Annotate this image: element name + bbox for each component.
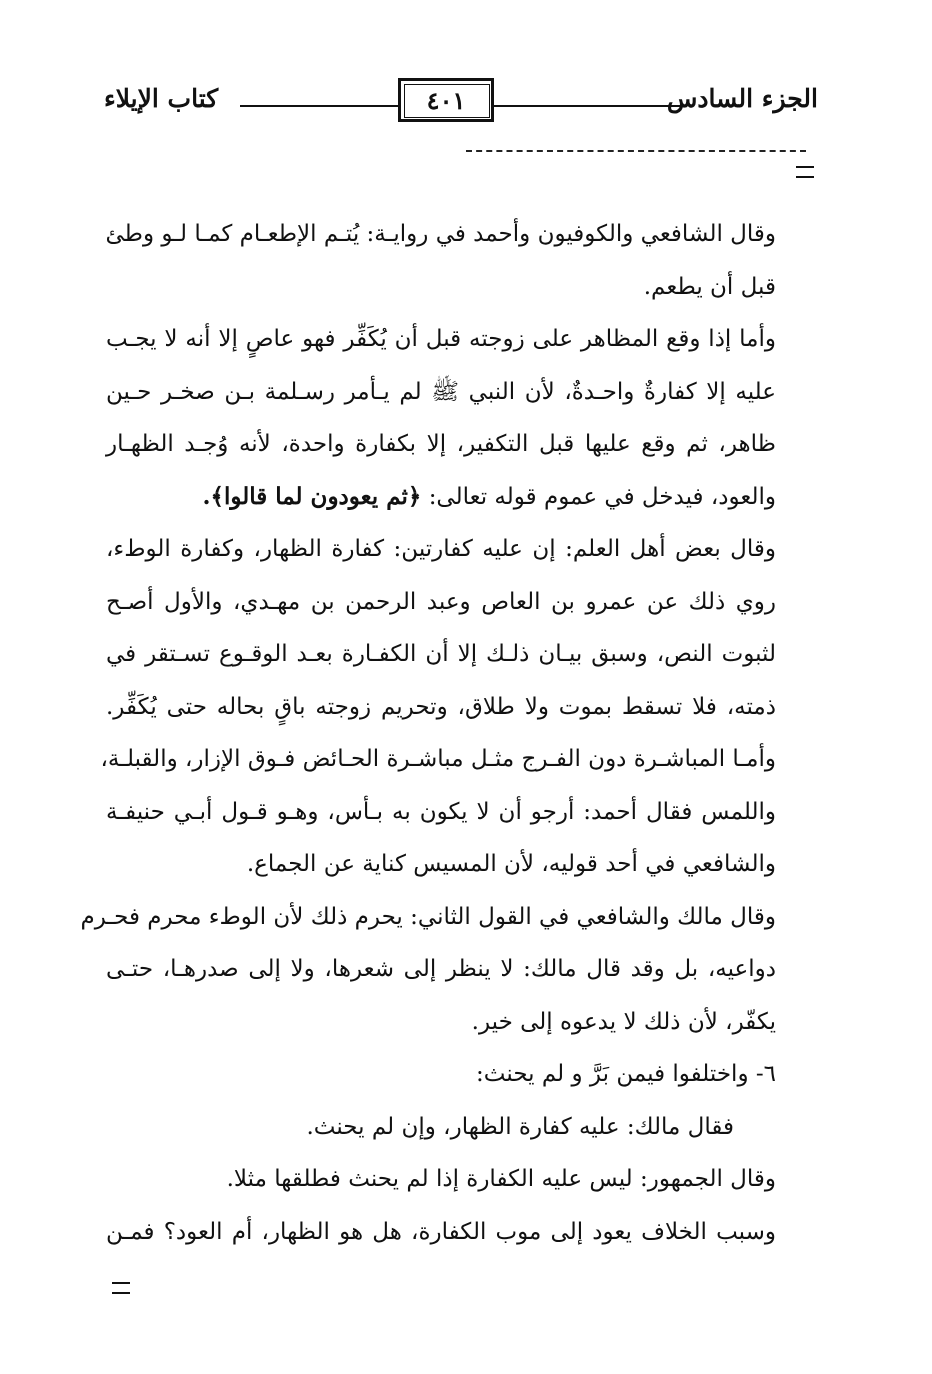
text-line: ظاهر، ثم وقع عليها قبل التكفير، إلا بكفارة واحدة، لأنه وُجـد الظهـار bbox=[106, 431, 776, 457]
text-line: دواعيه، بل وقد قال مالك: لا ينظر إلى شعرها، ولا إلى صدرهـا، حتـى bbox=[106, 956, 776, 982]
text-line: فقال مالك: عليه كفارة الظهار، وإن لم يحنث. bbox=[306, 1113, 734, 1140]
text-line: روي ذلك عن عمرو بن العاص وعبد الرحمن بن مهـدي، والأول أصـح bbox=[106, 588, 776, 615]
quran-quote: ﴿ثم يعودون لما قالوا﴾. bbox=[202, 482, 422, 510]
text-line: واللمس فقال أحمد: أرجو أن لا يكون به بـأس، وهـو قـول أبـي حنيفـة bbox=[106, 798, 776, 825]
continuation-mark-bottom bbox=[112, 1282, 130, 1294]
text-line: وأمـا المباشـرة دون الفـرج مثـل مباشـرة الحـائض فـوق الإزار، والقبلـة، bbox=[100, 746, 776, 772]
text-line: عليه إلا كفارةٌ واحـدةٌ، لأن النبي ﷺ لم يـأمر رسـلمة بـن صخـر حـين bbox=[106, 378, 776, 405]
text-line: وقال بعض أهل العلم: إن عليه كفارتين: كفارة الظهار، وكفارة الوطء، bbox=[106, 536, 776, 562]
header-rule-left bbox=[240, 105, 398, 107]
text-line: لثبوت النص، وسبق بيـان ذلـك إلا أن الكفـارة بعـد الوقـوع تسـتقر في bbox=[106, 641, 776, 667]
running-header bbox=[104, 78, 818, 128]
dashed-separator bbox=[466, 150, 806, 152]
header-rule-right bbox=[494, 105, 684, 107]
body-text bbox=[80, 208, 776, 1258]
chapter-title: كتاب الإيلاء bbox=[104, 84, 219, 113]
text-line: وقال مالك والشافعي في القول الثاني: يحرم ذلك لأن الوطء محرم فحـرم bbox=[80, 903, 776, 930]
page-number-box bbox=[398, 78, 494, 122]
text-line: يكفّر، لأن ذلك لا يدعوه إلى خير. bbox=[471, 1008, 776, 1035]
text-line: قبل أن يطعم. bbox=[643, 273, 776, 300]
text-line: وقال الجمهور: ليس عليه الكفارة إذا لم يحنث فطلقها مثلا. bbox=[226, 1166, 776, 1192]
numbered-item: ٦- واختلفوا فيمن بَرَّ و لم يحنث: bbox=[476, 1061, 776, 1087]
page-number: ٤٠١ bbox=[426, 85, 466, 115]
text-line: وأما إذا وقع المظاهر على زوجته قبل أن يُكَفِّر فهو عاصٍ إلا أنه لا يجـب bbox=[106, 326, 776, 352]
continuation-mark-top bbox=[796, 166, 814, 178]
text-line-with-quote bbox=[106, 471, 776, 524]
text-line-part: والعود، فيدخل في عموم قوله تعالى: bbox=[428, 483, 776, 510]
text-line: وسبب الخلاف يعود إلى موب الكفارة، هل هو الظهار، أم العود؟ فمـن bbox=[106, 1218, 776, 1245]
part-title: الجزء السادس bbox=[666, 84, 818, 113]
text-line: ذمته، فلا تسقط بموت ولا طلاق، وتحريم زوجته باقٍ بحاله حتى يُكَفِّر. bbox=[106, 693, 776, 720]
text-line: والشافعي في أحد قوليه، لأن المسيس كناية عن الجماع. bbox=[246, 851, 776, 877]
text-line: وقال الشافعي والكوفيون وأحمد في روايـة: يُتـم الإطعـام كمـا لـو وطئ bbox=[105, 221, 776, 247]
